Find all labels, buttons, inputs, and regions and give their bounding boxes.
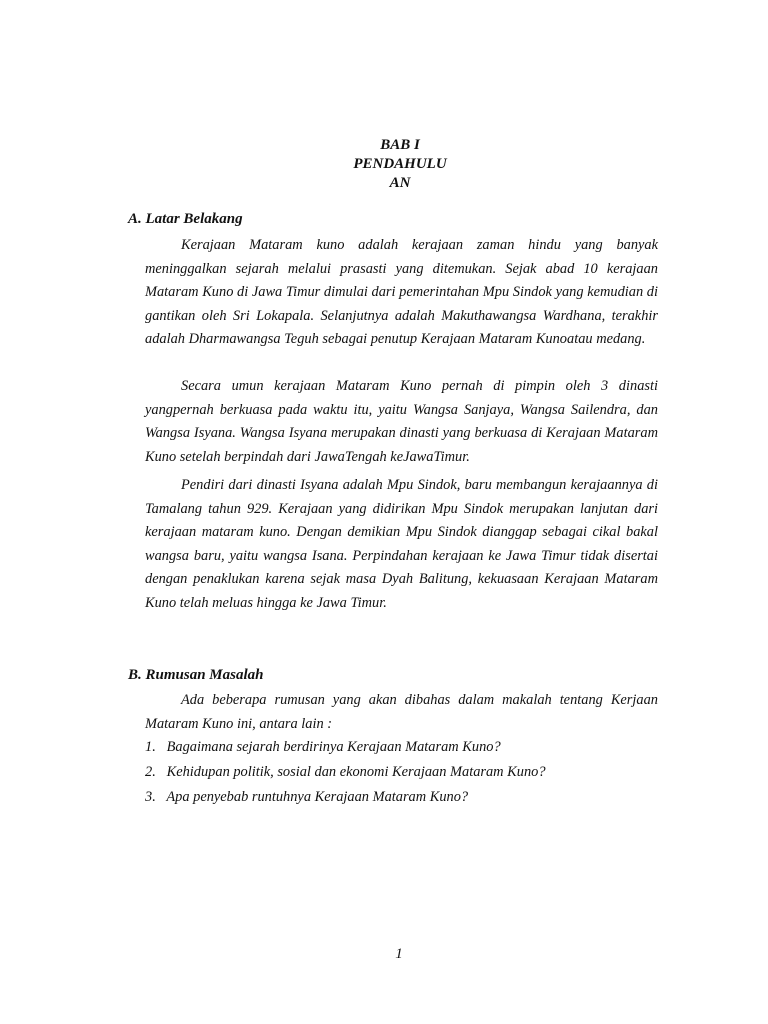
chapter-title: [300, 136, 500, 193]
page-number: 1: [395, 946, 403, 962]
list-item-text: Kehidupan politik, sosial dan ekonomi Kerajaan Mataram Kuno?: [166, 764, 546, 780]
list-item-text: Bagaimana sejarah berdirinya Kerajaan Mataram Kuno?: [166, 739, 501, 755]
section-heading-latar-belakang: A. Latar Belakang: [128, 211, 243, 227]
list-item: [145, 739, 501, 756]
list-item: [145, 789, 468, 806]
paragraph-1: Kerajaan Mataram kuno adalah kerajaan zaman hindu yang banyak meninggalkan sejarah melalui prasasti yang ditemukan. Sejak abad 10 kerajaan Mataram Kuno di Jawa Timur dimulai dari pemerintahan Mpu Sindok yang kemudian di gantikan oleh Sri Lokapala. Selanjutnya adalah Makuthawangsa Wardhana, terakhir adalah Dharmawangsa Teguh sebagai penutup Kerajaan Mataram Kunoatau medang.: [145, 237, 658, 347]
list-item-text: Apa penyebab runtuhnya Kerajaan Mataram Kuno?: [166, 789, 469, 805]
chapter-title-line-1: BAB I: [380, 137, 420, 153]
section-heading-rumusan-masalah: B. Rumusan Masalah: [128, 667, 264, 683]
chapter-title-line-3: AN: [389, 175, 411, 191]
chapter-title-line-2: PENDAHULU: [353, 156, 447, 172]
list-item: [145, 764, 546, 781]
paragraph-3: Pendiri dari dinasti Isyana adalah Mpu Sindok, baru membangun kerajaannya di Tamalang tahun 929. Kerajaan yang didirikan Mpu Sindok merupakan lanjutan dari kerajaan mataram kuno. Dengan demikian Mpu Sindok dianggap sebagai cikal bakal wangsa baru, yaitu wangsa Isana. Perpindahan kerajaan ke Jawa Timur tidak disertai dengan penaklukan karena sejak masa Dyah Balitung, kekuasaan Kerajaan Mataram Kuno telah meluas hingga ke Jawa Timur.: [145, 477, 658, 611]
list-item-number: 3.: [145, 789, 156, 805]
list-item-number: 1.: [145, 739, 156, 755]
list-item-number: 2.: [145, 764, 156, 780]
paragraph-intro: Ada beberapa rumusan yang akan dibahas dalam makalah tentang Kerjaan Mataram Kuno ini, antara lain :: [145, 692, 658, 732]
paragraph-2: Secara umun kerajaan Mataram Kuno pernah di pimpin oleh 3 dinasti yangpernah berkuasa pada waktu itu, yaitu Wangsa Sanjaya, Wangsa Sailendra, dan Wangsa Isyana. Wangsa Isyana merupakan dinasti yang berkuasa di Kerajaan Mataram Kuno setelah berpindah dari JawaTengah keJawaTimur.: [145, 378, 658, 465]
